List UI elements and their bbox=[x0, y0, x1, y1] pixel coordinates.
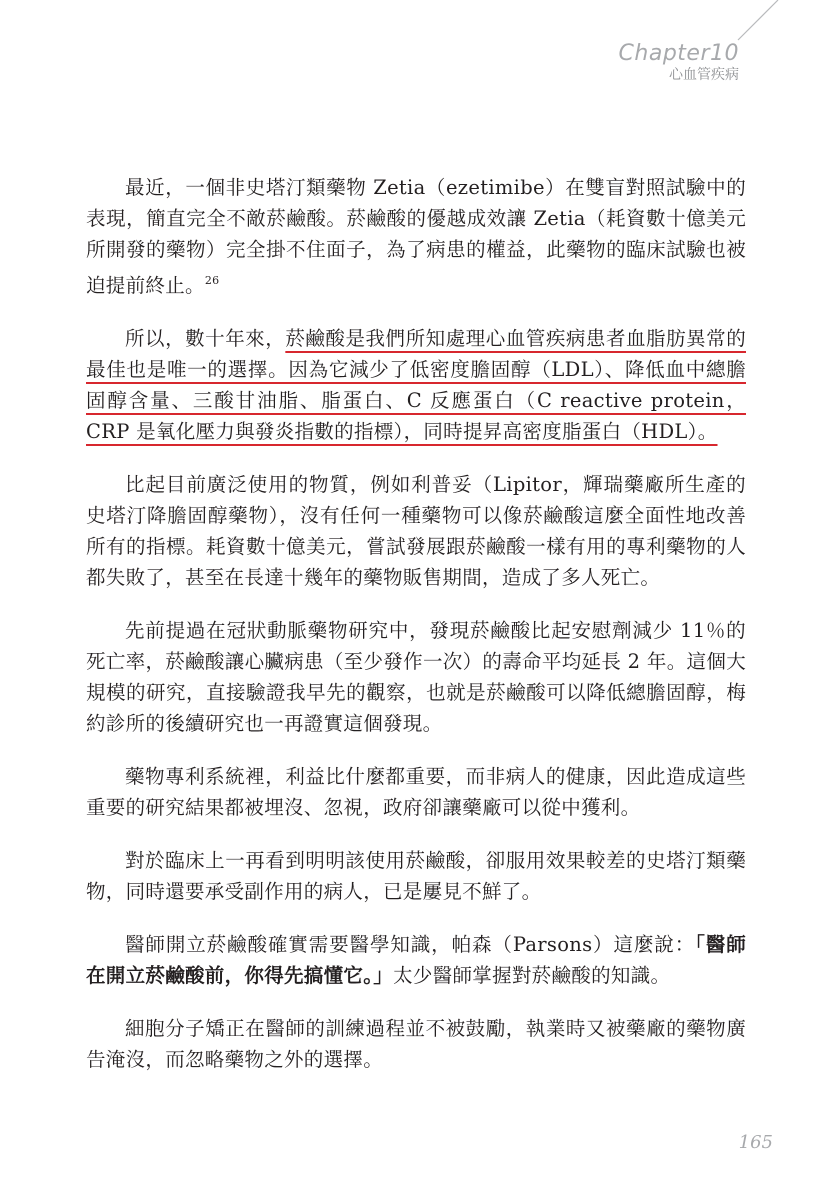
chapter-header bbox=[619, 42, 739, 84]
paragraph-8: 細胞分子矯正在醫師的訓練過程並不被鼓勵，執業時又被藥廠的藥物廣告淹沒，而忽略藥物之外的選擇。 bbox=[86, 1017, 746, 1071]
paragraph-4: 先前提過在冠狀動脈藥物研究中，發現菸鹼酸比起安慰劑減少 11％的死亡率，菸鹼酸讓心臟病患（至少發作一次）的壽命平均延長 2 年。這個大規模的研究，直接驗證我早先的觀察，也就是菸鹼酸可以降低總膽固醇，梅約診所的後續研究也一再證實這個發現。 bbox=[86, 619, 746, 735]
chapter-title: Chapter10 bbox=[618, 41, 739, 66]
footnote-ref-26: 26 bbox=[204, 274, 220, 287]
body-text bbox=[86, 172, 746, 1097]
paragraph-7-lead: 醫師開立菸鹼酸確實需要醫學知識，帕森（Parsons）這麼說： bbox=[125, 933, 696, 956]
paragraph-7-tail: 太少醫師掌握對菸鹼酸的知識。 bbox=[393, 964, 671, 987]
paragraph-7 bbox=[86, 929, 746, 991]
paragraph-3: 比起目前廣泛使用的物質，例如利普妥（Lipitor，輝瑞藥廠所生產的史塔汀降膽固醇藥物），沒有任何一種藥物可以像菸鹼酸這麼全面性地改善所有的指標。耗資數十億美元，嘗試發展跟菸鹼酸一樣有用的專利藥物的人都失敗了，甚至在長達十幾年的藥物販售期間，造成了多人死亡。 bbox=[86, 473, 746, 589]
bold-quote: 「醫師在開立菸鹼酸前，你得先搞懂它。」 bbox=[86, 933, 746, 987]
paragraph-6: 對於臨床上一再看到明明該使用菸鹼酸，卻服用效果較差的史塔汀類藥物，同時還要承受副作用的病人，已是屢見不鮮了。 bbox=[86, 849, 746, 903]
paragraph-1 bbox=[86, 172, 746, 301]
highlighted-passage: 菸鹼酸是我們所知處理心血管疾病患者血脂肪異常的最佳也是唯一的選擇。因為它減少了低密度膽固醇（LDL）、降低血中總膽固醇含量、三酸甘油脂、脂蛋白、C 反應蛋白（C reactive protein，CRP 是氧化壓力與發炎指數的指標），同時提昇高密度脂蛋白（HDL）。 bbox=[86, 327, 746, 443]
paragraph-2 bbox=[86, 323, 746, 447]
page-number: 165 bbox=[738, 1132, 773, 1153]
chapter-subtitle: 心血管疾病 bbox=[669, 67, 739, 83]
paragraph-2-lead: 所以，數十年來， bbox=[125, 327, 286, 350]
paragraph-5: 藥物專利系統裡，利益比什麼都重要，而非病人的健康，因此造成這些重要的研究結果都被埋沒、忽視，政府卻讓藥廠可以從中獲利。 bbox=[86, 765, 746, 819]
paragraph-1-text: 最近，一個非史塔汀類藥物 Zetia（ezetimibe）在雙盲對照試驗中的表現，簡直完全不敵菸鹼酸。菸鹼酸的優越成效讓 Zetia（耗資數十億美元所開發的藥物）完全掛不住面子，為了病患的權益，此藥物的臨床試驗也被迫提前終止。 bbox=[86, 176, 746, 297]
